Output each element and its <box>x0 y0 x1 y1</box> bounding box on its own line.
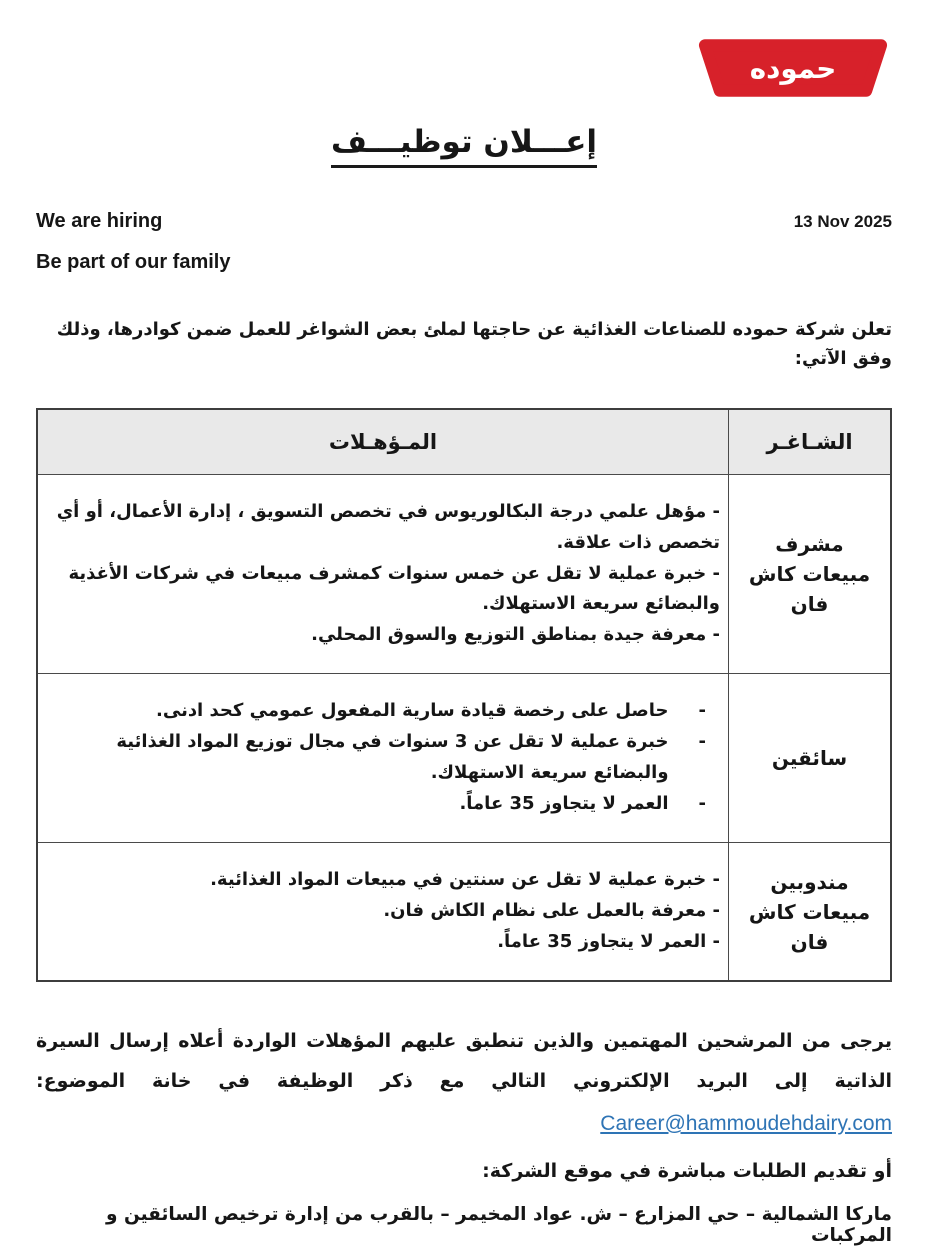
table-row-sales-supervisor <box>37 474 891 674</box>
hammoudeh-logo-icon <box>694 36 892 100</box>
jobs-table-body <box>37 474 891 981</box>
qualifications-cell <box>37 843 729 981</box>
document-page <box>36 0 892 1246</box>
intro-text: تعلن شركة حموده للصناعات الغذائية عن حاجتها لملئ بعض الشواغر للعمل ضمن كوادرها، وذلك وفق الآتي: <box>56 319 892 369</box>
vacancy-header-cell: الشـاغـر <box>729 409 892 475</box>
qualification-item: - العمر لا يتجاوز 35 عاماً. <box>497 931 720 953</box>
jobs-table <box>36 408 892 982</box>
dash-bullet: - <box>698 731 706 753</box>
qualification-item: - خبرة عملية لا تقل عن خمس سنوات كمشرف مبيعات في شركات الأغذية والبضائع سريعة الاستهلاك. <box>68 562 720 615</box>
header-row <box>37 409 891 475</box>
table-row-drivers <box>37 674 891 843</box>
table-row-sales-reps <box>37 843 891 981</box>
hiring-row <box>36 210 892 233</box>
qualifications-list <box>52 696 720 820</box>
vacancy-title: مشرف مبيعات كاش فان <box>729 474 892 674</box>
jobs-table-head <box>37 409 891 475</box>
alt-apply-text: أو تقديم الطلبات مباشرة في موقع الشركة: <box>482 1159 892 1182</box>
qualification-item: - معرفة بالعمل على نظام الكاش فان. <box>383 900 720 922</box>
logo-row <box>36 0 892 100</box>
vacancy-title: سائقين <box>729 674 892 843</box>
qualification-text: حاصل على رخصة قيادة سارية المفعول عمومي كحد ادنى. <box>156 700 669 722</box>
qualifications-cell <box>37 474 729 674</box>
apply-text: يرجى من المرشحين المهتمين والذين تنطبق عليهم المؤهلات الواردة أعلاه إرسال السيرة الذاتية إلى البريد الإلكتروني التالي مع ذكر الوظيفة في خانة الموضوع: <box>36 1030 892 1092</box>
tagline-text: Be part of our family <box>36 251 231 273</box>
qualification-item <box>52 727 720 789</box>
dash-bullet: - <box>698 793 706 815</box>
we-are-hiring-text: We are hiring <box>36 210 163 232</box>
address-text: ماركا الشمالية – حي المزارع – ش. عواد المخيمر – بالقرب من إدارة ترخيص السائقين و المركبات <box>106 1203 892 1246</box>
date-text: 13 Nov 2025 <box>793 212 892 231</box>
logo-text: حموده <box>749 51 837 85</box>
qualification-item: - معرفة جيدة بمناطق التوزيع والسوق المحلي. <box>311 624 720 646</box>
email-link[interactable]: Career@hammoudehdairy.com <box>600 1111 892 1135</box>
page-title: إعـــلان توظيـــف <box>331 124 597 168</box>
title-wrap <box>36 124 892 168</box>
qualification-item: - مؤهل علمي درجة البكالوريوس في تخصص التسويق ، إدارة الأعمال، أو أي تخصص ذات علاقة. <box>56 500 720 553</box>
dash-bullet: - <box>698 700 706 722</box>
qualification-item <box>52 696 720 727</box>
qualifications-list <box>52 497 720 652</box>
qualification-text: خبرة عملية لا تقل عن 3 سنوات في مجال توزيع المواد الغذائية والبضائع سريعة الاستهلاك. <box>116 731 669 784</box>
qualification-item: - خبرة عملية لا تقل عن سنتين في مبيعات المواد الغذائية. <box>210 869 720 891</box>
qualifications-cell <box>37 674 729 843</box>
qualification-text: العمر لا يتجاوز 35 عاماً. <box>459 793 669 815</box>
qualifications-header-cell: المـؤهـلات <box>37 409 729 475</box>
vacancy-title: مندوبين مبيعات كاش فان <box>729 843 892 981</box>
apply-paragraph <box>36 1022 892 1146</box>
qualification-item <box>52 789 720 820</box>
qualifications-list <box>52 865 720 958</box>
